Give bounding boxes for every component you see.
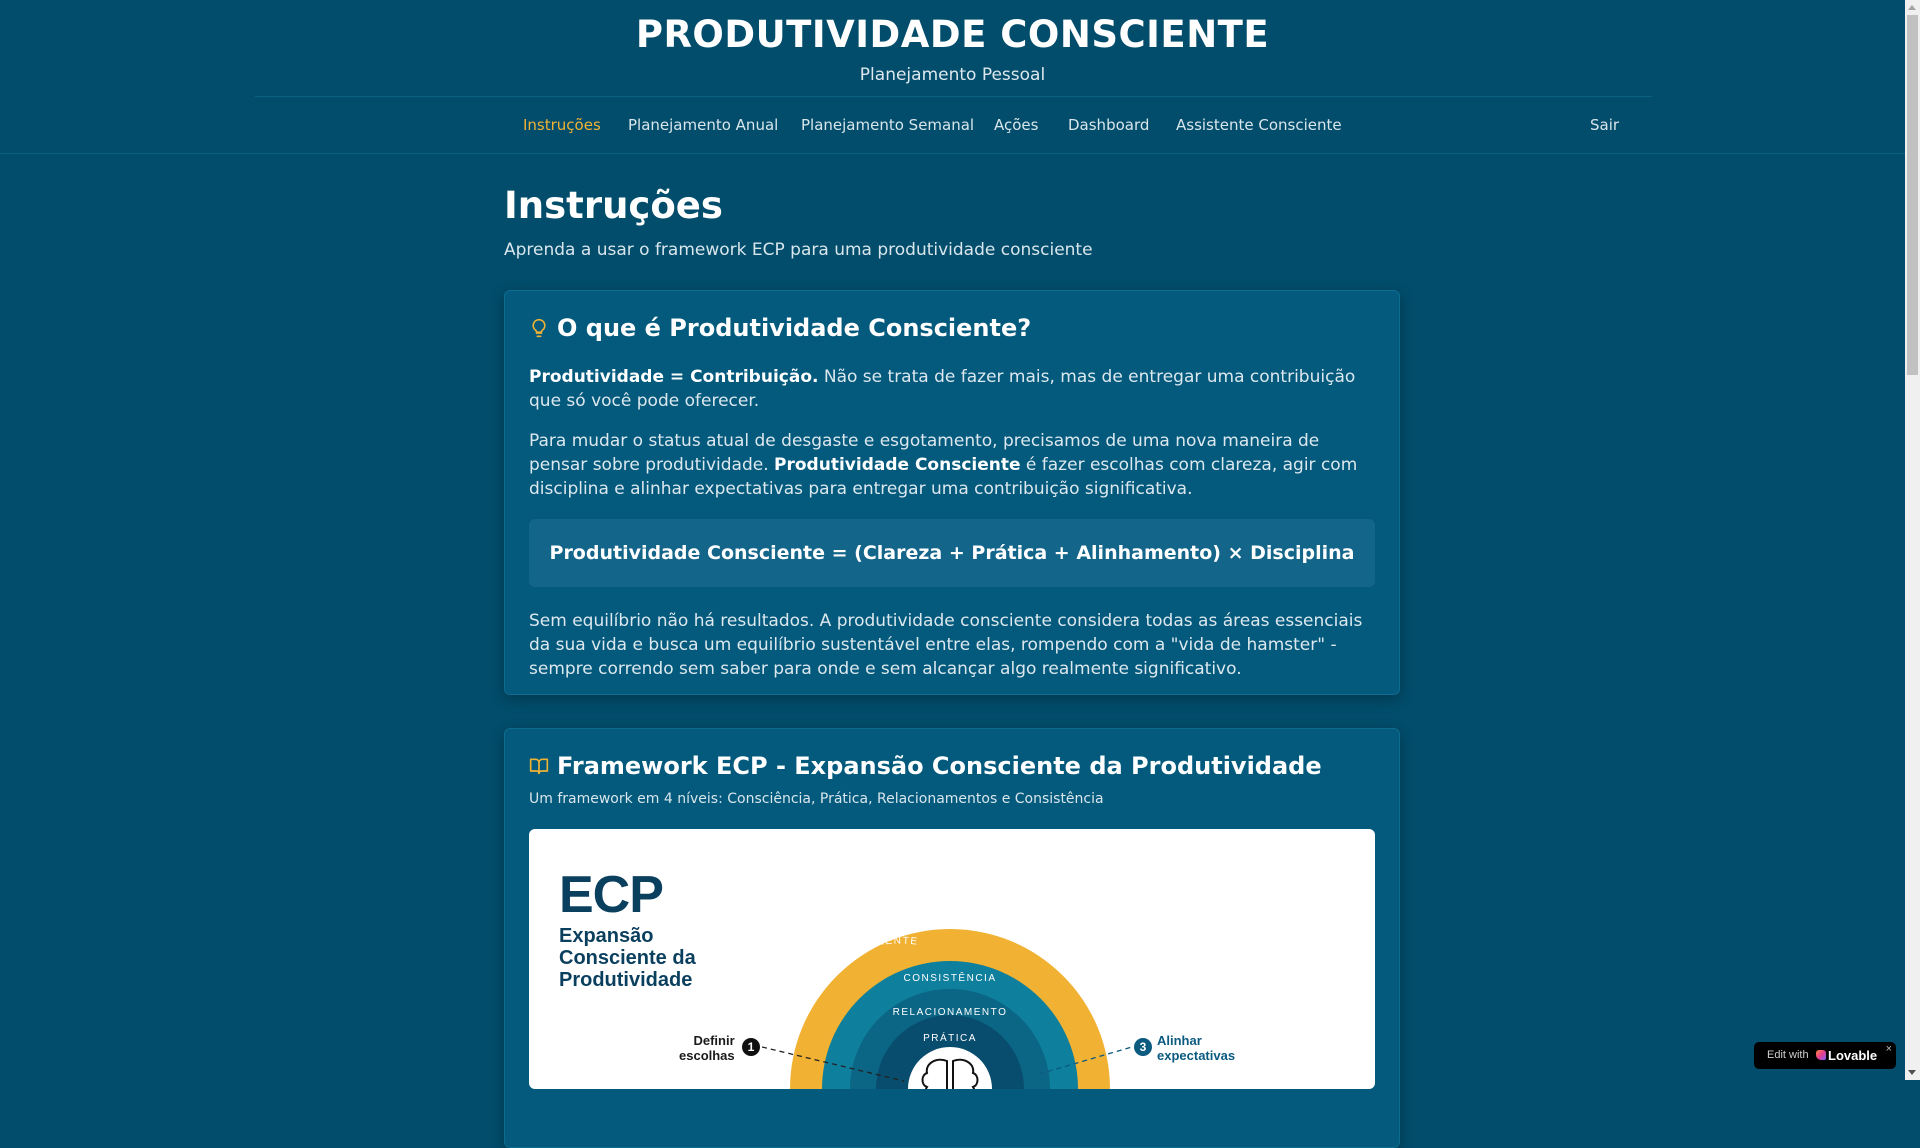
card-framework — [504, 728, 1400, 1148]
badge-prefix: Edit with — [1767, 1049, 1809, 1061]
label-line: Alinhar — [1157, 1033, 1202, 1048]
ecp-subheading-line: Expansão — [559, 925, 654, 947]
scroll-up-arrow-icon[interactable] — [1908, 5, 1916, 10]
card-what-is-title — [529, 313, 1375, 343]
book-open-icon — [529, 756, 549, 776]
step-number-3: 3 — [1134, 1038, 1152, 1056]
paragraph-balance: Sem equilíbrio não há resultados. A produtividade consciente considera todas as áreas essenciais da sua vida e busca um equilíbrio sustentável entre elas, rompendo com a "vida de hamster" - sempre correndo sem saber para onde e sem alcançar algo realmente significativo. — [529, 611, 1363, 679]
label-define-choices — [679, 1033, 735, 1063]
text: Para mudar o status atual de desgaste e esgotamento, precisamos de uma nova maneira de pensar sobre produtividade. — [529, 431, 1320, 475]
lovable-logo-icon — [1816, 1050, 1826, 1060]
bold-text: Produtividade = Contribuição. — [529, 367, 819, 387]
svg-text:PRODUTIVIDADE CONSCIENTE: PRODUTIVIDADE CONSCIENTE — [757, 935, 920, 1031]
lightbulb-icon — [529, 317, 549, 339]
text: é fazer escolhas com clareza, agir com disciplina e alinhar expectativas para entregar uma contribuição significativa. — [529, 455, 1358, 499]
card-framework-title — [529, 751, 1375, 781]
card-title-text: O que é Produtividade Consciente? — [557, 314, 1032, 342]
label-line: Definir — [693, 1033, 735, 1048]
paragraph-definition — [529, 429, 1375, 501]
scroll-down-arrow-icon[interactable] — [1908, 1070, 1916, 1075]
svg-text:PRÁTICA: PRÁTICA — [923, 1033, 977, 1044]
app-subtitle: Planejamento Pessoal — [859, 65, 1046, 85]
scrollbar-thumb[interactable] — [1907, 15, 1918, 375]
nav-acoes[interactable]: Ações — [994, 116, 1039, 134]
svg-text:CONSISTÊNCIA: CONSISTÊNCIA — [903, 973, 997, 984]
site-header — [0, 0, 1905, 154]
page-subtitle: Aprenda a usar o framework ECP para uma produtividade consciente — [504, 240, 1093, 260]
step-number-1: 1 — [742, 1038, 760, 1056]
logout-button[interactable]: Sair — [1590, 116, 1620, 134]
nav-instrucoes[interactable]: Instruções — [523, 116, 601, 134]
label-align-expectations — [1157, 1033, 1235, 1063]
app-title: PRODUTIVIDADE CONSCIENTE — [635, 13, 1270, 56]
ecp-rings-diagram — [529, 829, 1375, 1089]
nav-planejamento-semanal[interactable]: Planejamento Semanal — [801, 116, 975, 134]
main-nav — [0, 96, 1905, 153]
brand — [0, 0, 1905, 85]
nav-planejamento-anual[interactable]: Planejamento Anual — [628, 116, 779, 134]
ecp-framework-image — [529, 829, 1375, 1089]
svg-text:RELACIONAMENTO: RELACIONAMENTO — [892, 1007, 1008, 1018]
ecp-subheading-line: Consciente da — [559, 947, 696, 969]
card-framework-subtitle: Um framework em 4 níveis: Consciência, Prática, Relacionamentos e Consistência — [529, 791, 1104, 807]
text: Não se trata de fazer mais, mas de entregar uma contribuição que só você pode oferecer. — [529, 367, 1356, 411]
paragraph-contribution — [529, 365, 1375, 413]
nav-dashboard[interactable]: Dashboard — [1068, 116, 1150, 134]
card-what-is — [504, 290, 1400, 695]
ecp-heading: ECP — [559, 866, 663, 924]
page-scrollbar[interactable] — [1905, 0, 1920, 1080]
badge-brand: Lovable — [1828, 1048, 1878, 1063]
close-icon[interactable]: × — [1885, 1043, 1892, 1055]
formula-box: Produtividade Consciente = (Clareza + Prática + Alinhamento) × Disciplina — [529, 519, 1375, 587]
label-line: escolhas — [679, 1048, 735, 1063]
ecp-subheading-line: Produtividade — [559, 969, 693, 991]
nav-assistente-consciente[interactable]: Assistente Consciente — [1176, 116, 1342, 134]
edit-with-lovable-badge[interactable] — [1754, 1042, 1896, 1069]
page-title: Instruções — [504, 184, 723, 227]
bold-text: Produtividade Consciente — [774, 455, 1021, 475]
card-title-text: Framework ECP - Expansão Consciente da Produtividade — [557, 752, 1322, 780]
label-line: expectativas — [1157, 1048, 1236, 1063]
main-content — [504, 153, 1400, 1063]
